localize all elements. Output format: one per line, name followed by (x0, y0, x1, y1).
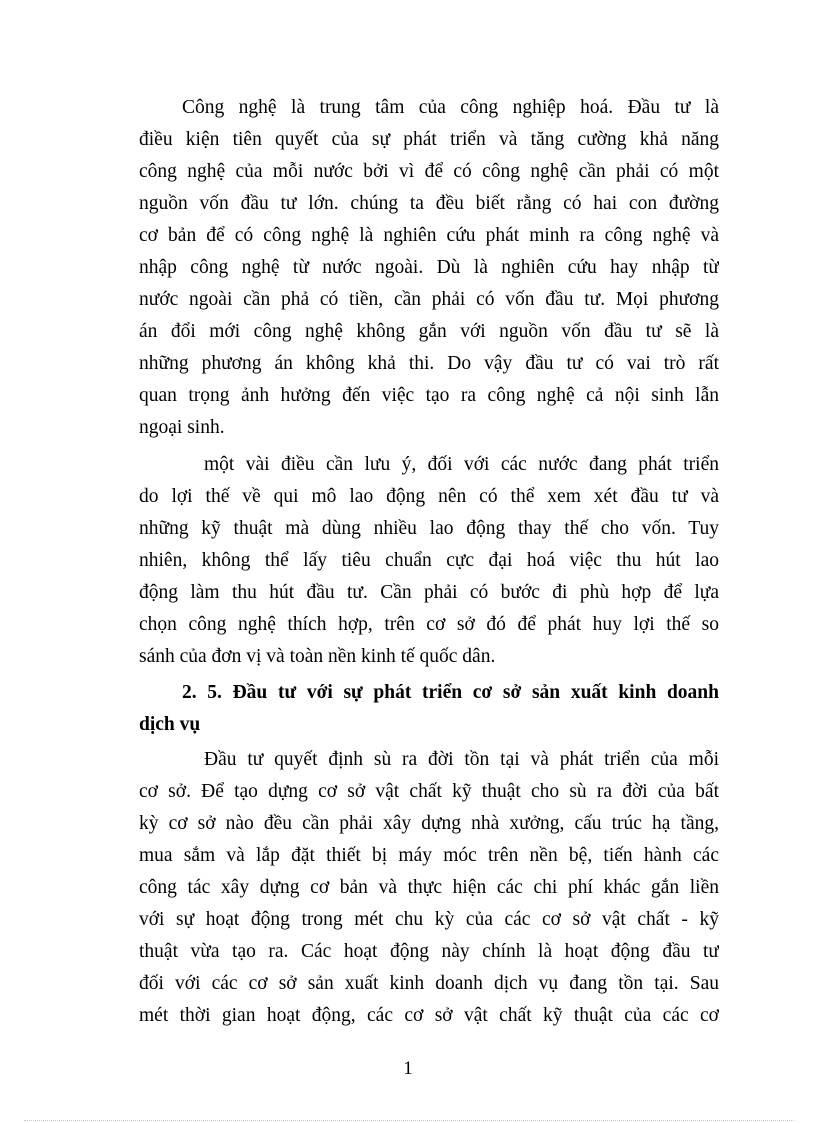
paragraph-3-line-2: cơ sở. Để tạo dựng cơ sở vật chất kỹ thuật cho sù ra đời của bất (139, 781, 719, 802)
section-heading-line-1: 2. 5. Đầu tư với sự phát triển cơ sở sản xuất kinh doanh (182, 682, 719, 703)
paragraph-1-line-5: cơ bản để có công nghệ là nghiên cứu phát minh ra công nghệ và (139, 225, 719, 246)
paragraph-3-line-5: công tác xây dựng cơ bản và thực hiện các chi phí khác gắn liền (139, 877, 719, 898)
paragraph-1-line-11: ngoại sinh. (139, 417, 225, 438)
paragraph-1-line-10: quan trọng ảnh hưởng đến việc tạo ra công nghệ cả nội sinh lẫn (139, 385, 719, 406)
paragraph-1-line-8: án đổi mới công nghệ không gắn với nguồn vốn đầu tư sẽ là (139, 321, 719, 342)
paragraph-2-line-4: nhiên, không thể lấy tiêu chuẩn cực đại hoá việc thu hút lao (139, 550, 719, 571)
paragraph-2-line-6: chọn công nghệ thích hợp, trên cơ sở đó để phát huy lợi thế so (139, 614, 719, 635)
paragraph-3-line-9: mét thời gian hoạt động, các cơ sở vật chất kỹ thuật của các cơ (139, 1005, 719, 1026)
paragraph-3-line-4: mua sắm và lắp đặt thiết bị máy móc trên nền bệ, tiến hành các (139, 845, 719, 866)
paragraph-1-line-4: nguồn vốn đầu tư lớn. chúng ta đều biết rằng có hai con đường (139, 193, 719, 214)
section-heading-line-2: dịch vụ (139, 714, 201, 735)
paragraph-2-line-3: những kỹ thuật mà dùng nhiều lao động thay thế cho vốn. Tuy (139, 518, 719, 539)
paragraph-3-line-3: kỳ cơ sở nào đều cần phải xây dựng nhà xưởng, cấu trúc hạ tầng, (139, 813, 719, 834)
paragraph-2-line-5: động làm thu hút đầu tư. Cần phải có bước đi phù hợp để lựa (139, 582, 719, 603)
page-bottom-rule (24, 1120, 794, 1121)
paragraph-3-line-7: thuật vừa tạo ra. Các hoạt động này chính là hoạt động đầu tư (139, 941, 719, 962)
paragraph-1-line-1: Công nghệ là trung tâm của công nghiệp hoá. Đầu tư là (182, 97, 719, 118)
paragraph-1-line-9: những phương án không khả thi. Do vậy đầu tư có vai trò rất (139, 353, 719, 374)
paragraph-1-line-2: điều kiện tiên quyết của sự phát triển và tăng cường khả năng (139, 129, 719, 150)
paragraph-3-line-6: với sự hoạt động trong mét chu kỳ của các cơ sở vật chất - kỹ (139, 909, 719, 930)
paragraph-1-line-6: nhập công nghệ từ nước ngoài. Dù là nghiên cứu hay nhập từ (139, 257, 719, 278)
paragraph-1-line-7: nước ngoài cần phả có tiền, cần phải có vốn đầu tư. Mọi phương (139, 289, 719, 310)
paragraph-2-line-7: sánh của đơn vị và toàn nền kinh tế quốc dân. (139, 646, 496, 667)
paragraph-3-line-1: Đầu tư quyết định sù ra đời tồn tại và phát triển của mỗi (204, 749, 719, 770)
paragraph-2-line-2: do lợi thế về qui mô lao động nên có thể xem xét đầu tư và (139, 486, 719, 507)
paragraph-3-line-8: đối với các cơ sở sản xuất kinh doanh dịch vụ đang tồn tại. Sau (139, 973, 719, 994)
page-number: 1 (403, 1058, 413, 1079)
paragraph-2-line-1: một vài điều cần lưu ý, đối với các nước đang phát triển (204, 454, 719, 475)
paragraph-1-line-3: công nghệ của mỗi nước bởi vì để có công nghệ cần phải có một (139, 161, 719, 182)
